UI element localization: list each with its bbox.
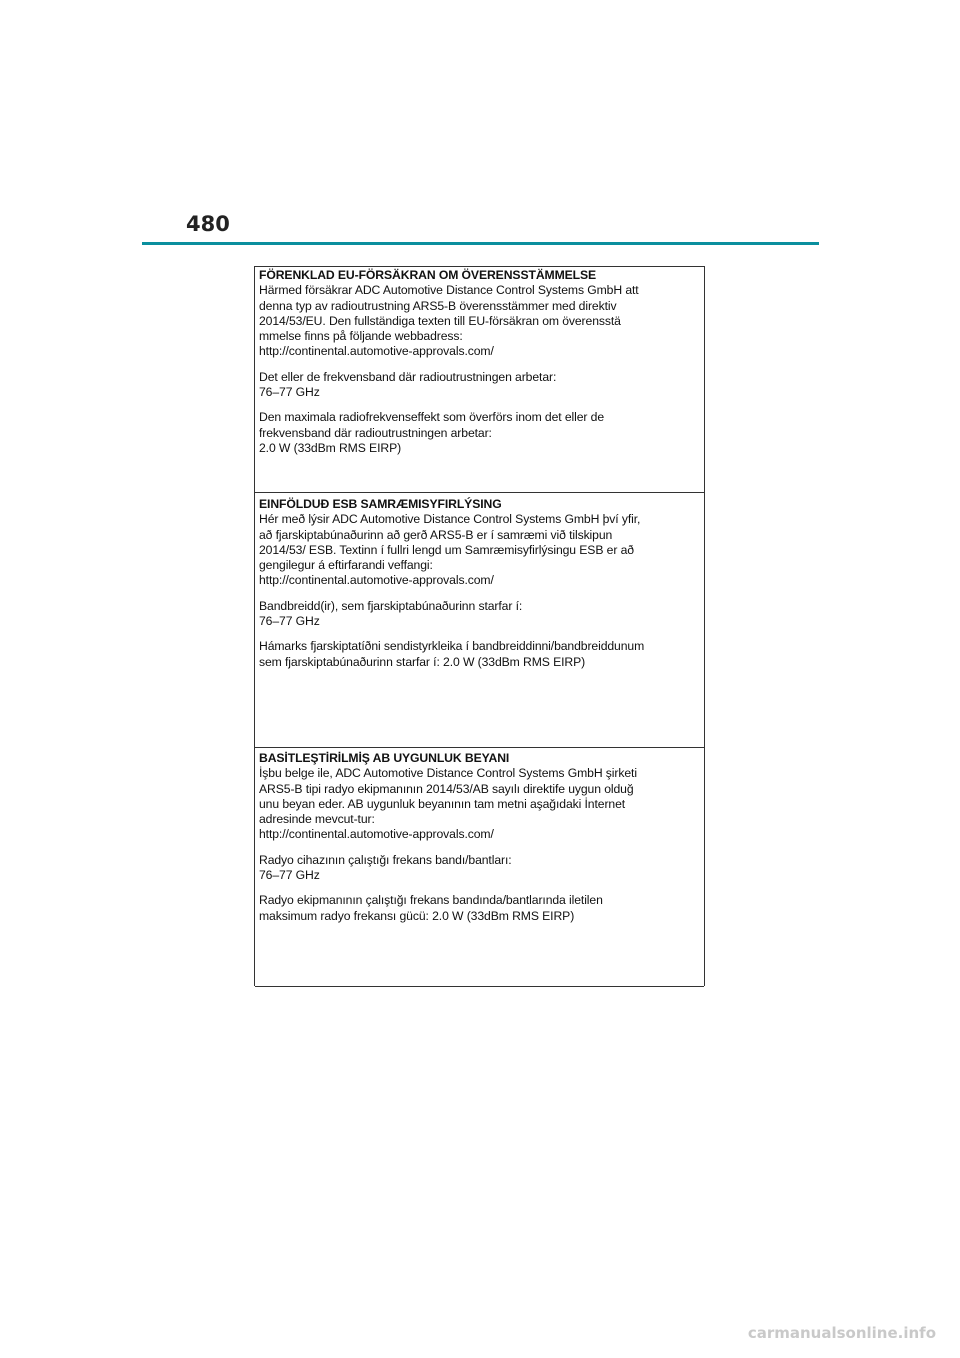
band-value: 76–77 GHz [259, 868, 320, 883]
power-text-line: maksimum radyo frekansı gücü: 2.0 W (33dBm RMS EIRP) [259, 908, 575, 923]
section-title: FÖRENKLAD EU-FÖRSÄKRAN OM ÖVERENSSTÄMMELSE [259, 268, 597, 282]
section-url: http://continental.automotive-approvals.com/ [259, 573, 494, 588]
section-text-line: Härmed försäkrar ADC Automotive Distance Control Systems GmbH att [259, 283, 639, 298]
declaration-section-swedish [255, 267, 704, 493]
header-rule [142, 242, 819, 245]
band-text-line: Radyo cihazının çalıştığı frekans bandı/bantları: [259, 852, 512, 867]
power-text-line: frekvensband där radioutrustningen arbetar: [259, 425, 492, 440]
section-url: http://continental.automotive-approvals.com/ [259, 344, 494, 359]
power-text-line: Den maximala radiofrekvenseffekt som överförs inom det eller de [259, 410, 605, 425]
power-text-line: sem fjarskiptabúnaðurinn starfar í: 2.0 W (33dBm RMS EIRP) [259, 654, 586, 669]
section-title: BASİTLEŞTİRİLMİŞ AB UYGUNLUK BEYANI [259, 751, 510, 765]
watermark-link[interactable]: carmanualsonline.info [747, 1324, 936, 1342]
section-text-line: Hér með lýsir ADC Automotive Distance Control Systems GmbH því yfir, [259, 512, 641, 527]
section-text-line: unu beyan eder. AB uygunluk beyanının tam metni aşağıdaki İnternet [259, 796, 626, 811]
section-text-line: denna typ av radioutrustning ARS5-B överensstämmer med direktiv [259, 298, 617, 313]
section-title: EINFÖLDUÐ ESB SAMRÆMISYFIRLÝSING [259, 497, 502, 511]
section-text-line: adresinde mevcut-tur: [259, 812, 375, 827]
declaration-section-turkish [255, 748, 704, 987]
power-value: 2.0 W (33dBm RMS EIRP) [259, 440, 402, 455]
band-text-line: Bandbreidd(ir), sem fjarskiptabúnaðurinn starfar í: [259, 598, 523, 613]
page-number: 480 [186, 212, 230, 236]
section-text-line: mmelse finns på följande webbadress: [259, 329, 463, 344]
section-text-line: að fjarskiptabúnaðurinn að gerð ARS5-B er í samræmi við tilskipun [259, 527, 613, 542]
section-text-line: gengilegur á eftirfarandi veffangi: [259, 558, 433, 573]
band-value: 76–77 GHz [259, 385, 320, 400]
band-value: 76–77 GHz [259, 614, 320, 629]
section-text-line: 2014/53/ ESB. Textinn í fullri lengd um Samræmisyfirlýsingu ESB er að [259, 542, 634, 557]
declaration-section-icelandic [255, 493, 704, 748]
section-text-line: İşbu belge ile, ADC Automotive Distance Control Systems GmbH şirketi [259, 766, 637, 781]
section-url: http://continental.automotive-approvals.com/ [259, 827, 494, 842]
declaration-box [254, 266, 705, 986]
band-text-line: Det eller de frekvensband där radioutrustningen arbetar: [259, 369, 557, 384]
section-text-line: ARS5-B tipi radyo ekipmanının 2014/53/AB sayılı direktife uygun olduğ [259, 781, 634, 796]
section-text-line: 2014/53/EU. Den fullständiga texten till EU-försäkran om överensstä [259, 313, 621, 328]
power-text-line: Hámarks fjarskiptatíðni sendistyrkleika í bandbreiddinni/bandbreiddunum [259, 639, 645, 654]
power-text-line: Radyo ekipmanının çalıştığı frekans bandında/bantlarında iletilen [259, 893, 603, 908]
